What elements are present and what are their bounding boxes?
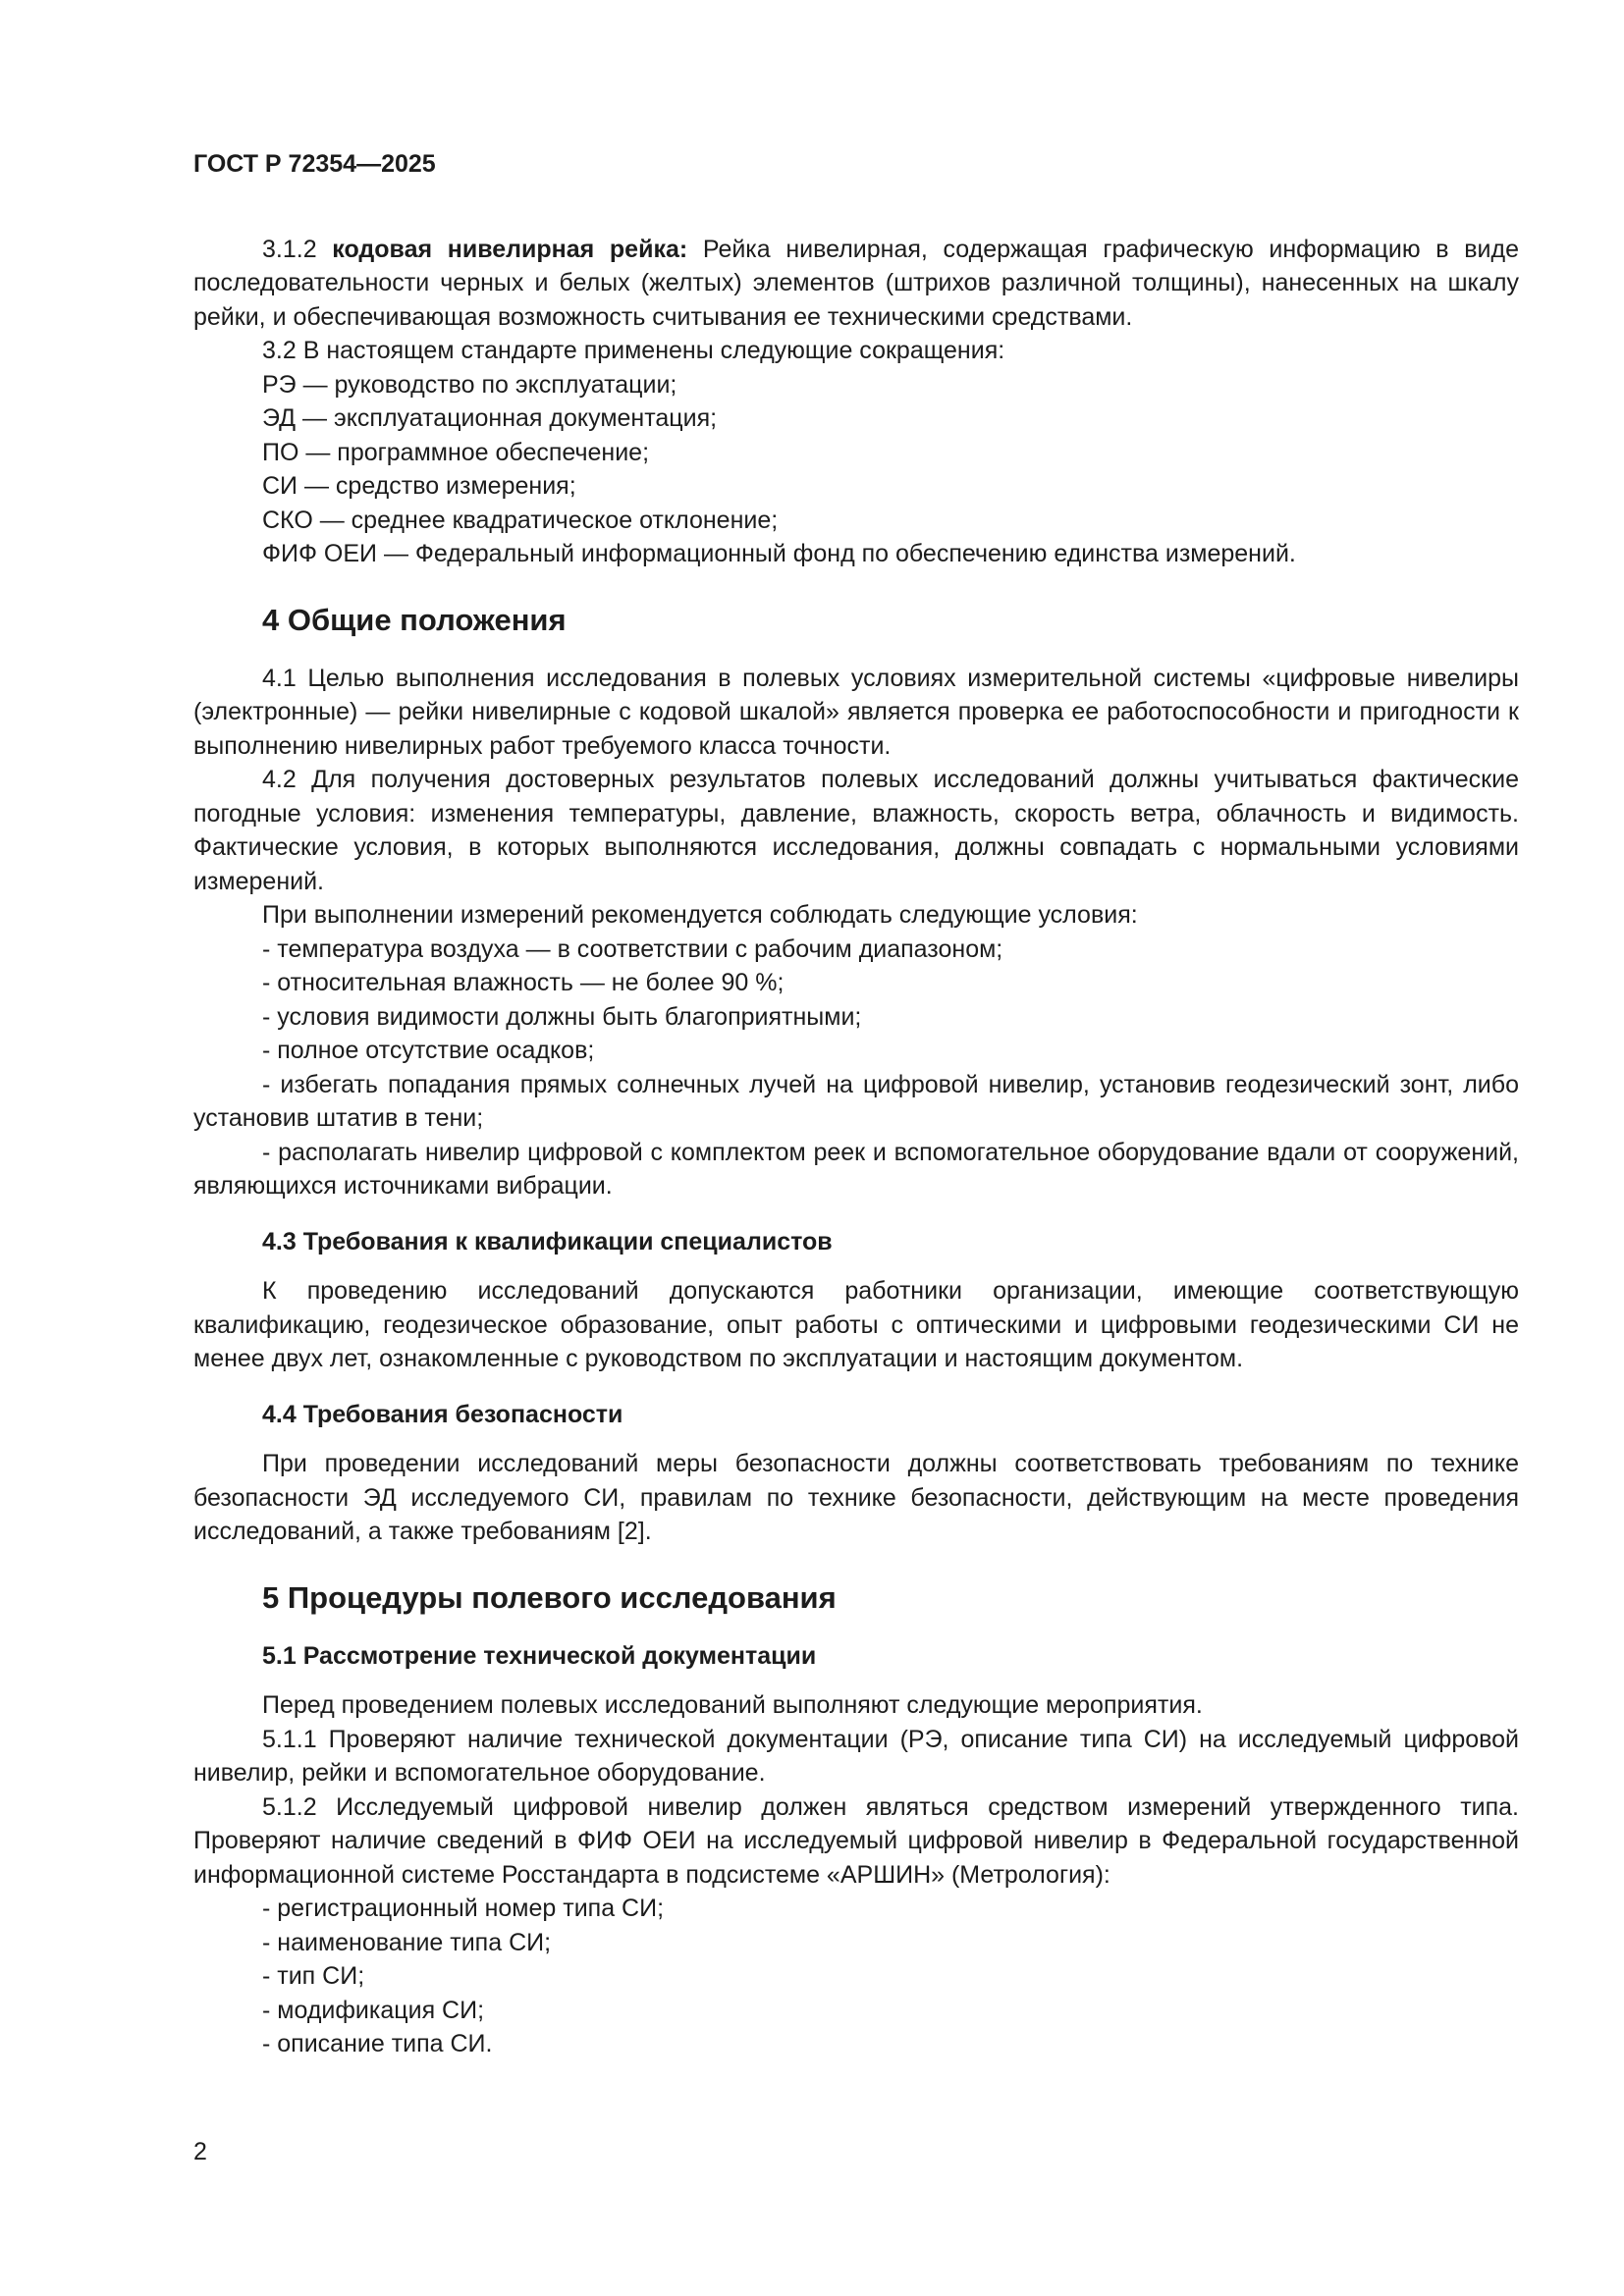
fif-item: - регистрационный номер типа СИ;: [262, 1895, 665, 1922]
fif-item: - описание типа СИ.: [262, 2030, 493, 2057]
condition-item: - располагать нивелир цифровой с комплектом реек и вспомогательное оборудование вдали от сооружений, являющихся источниками вибрации.: [193, 1138, 1519, 1200]
abbreviation-item: РЭ — руководство по эксплуатации;: [262, 370, 677, 399]
paragraph-5-1-2: 5.1.2 Исследуемый цифровой нивелир должен являться средством измерений утвержденного типа. Проверяют наличие сведений в ФИФ ОЕИ на исследуемый цифровой нивелир в Федеральной государственной информационной системе Росстандарта в подсистеме «АРШИН» (Метрология):: [193, 1792, 1519, 1889]
abbreviation-item: ФИФ ОЕИ — Федеральный информационный фонд по обеспечению единства измерений.: [262, 540, 1296, 567]
abbreviation-item: СИ — средство измерения;: [262, 472, 576, 500]
paragraph-4-4: При проведении исследований меры безопасности должны соответствовать требованиям по технике безопасности ЭД исследуемого СИ, правилам по технике безопасности, действующим на месте проведения исследований, а также требованиям [2].: [193, 1450, 1519, 1545]
paragraph-4-1: 4.1 Целью выполнения исследования в полевых условиях измерительной системы «цифровые нивелиры (электронные) — рейки нивелирные с кодовой шкалой» является проверка ее работоспособности и пригодности к выполнению нивелирных работ требуемого класса точности.: [193, 664, 1519, 760]
document-header: ГОСТ Р 72354—2025: [193, 150, 436, 178]
condition-item: - относительная влажность — не более 90 %;: [262, 969, 785, 996]
page-number: 2: [193, 2138, 207, 2165]
paragraph-4-3: К проведению исследований допускаются работники организации, имеющие соответствующую квалификацию, геодезическое образование, опыт работы с оптическими и цифровыми геодезическими СИ не менее двух лет, ознакомленные с руководством по эксплуатации и настоящим документом.: [193, 1277, 1519, 1372]
condition-item: - температура воздуха — в соответствии с рабочим диапазоном;: [262, 934, 1003, 963]
subsection-heading-4-3: 4.3 Требования к квалификации специалистов: [262, 1227, 833, 1255]
condition-item: - полное отсутствие осадков;: [262, 1037, 595, 1064]
term-name: кодовая нивелирная рейка:: [332, 235, 688, 263]
abbreviation-item: ЭД — эксплуатационная документация;: [262, 404, 718, 432]
fif-item: - наименование типа СИ;: [262, 1928, 552, 1956]
abbreviation-item: СКО — среднее квадратическое отклонение;: [262, 506, 779, 534]
paragraph-5-1-1: 5.1.1 Проверяют наличие технической документации (РЭ, описание типа СИ) на исследуемый цифровой нивелир, рейки и вспомогательное оборудование.: [193, 1725, 1519, 1787]
paragraph-5-1: Перед проведением полевых исследований выполняют следующие мероприятия.: [262, 1691, 1203, 1719]
subsection-heading-4-4: 4.4 Требования безопасности: [262, 1400, 623, 1428]
paragraph-4-2-intro: При выполнении измерений рекомендуется соблюдать следующие условия:: [262, 901, 1138, 929]
section-heading-4: 4 Общие положения: [262, 602, 567, 637]
abbreviation-item: ПО — программное обеспечение;: [262, 438, 650, 466]
fif-item: - тип СИ;: [262, 1962, 365, 1990]
condition-item: - избегать попадания прямых солнечных лучей на цифровой нивелир, установив геодезический зонт, либо установив штатив в тени;: [193, 1070, 1519, 1132]
condition-item: - условия видимости должны быть благоприятными;: [262, 1002, 862, 1031]
section-heading-5: 5 Процедуры полевого исследования: [262, 1579, 837, 1615]
fif-item: - модификация СИ;: [262, 1996, 485, 2024]
paragraph-4-2: 4.2 Для получения достоверных результатов полевых исследований должны учитываться фактические погодные условия: изменения температуры, давление, влажность, скорость ветра, облачность и видимость. Фактические условия, в которых выполняются исследования, должны совпадать с нормальными условиями измерений.: [193, 766, 1519, 895]
paragraph-3-1-2: [193, 233, 1519, 335]
paragraph-3-2: 3.2 В настоящем стандарте применены следующие сокращения:: [262, 337, 1005, 364]
term-definition: Рейка нивелирная, содержащая графическую информацию в виде последовательности черных и белых (желтых) элементов (штрихов различной толщины), нанесенных на шкалу рейки, и обеспечивающая возможность считывания ее техническими средствами.: [193, 235, 1519, 331]
document-page: [193, 147, 1519, 2061]
clause-number: 3.1.2: [262, 235, 333, 263]
subsection-heading-5-1: 5.1 Рассмотрение технической документации: [262, 1641, 817, 1670]
